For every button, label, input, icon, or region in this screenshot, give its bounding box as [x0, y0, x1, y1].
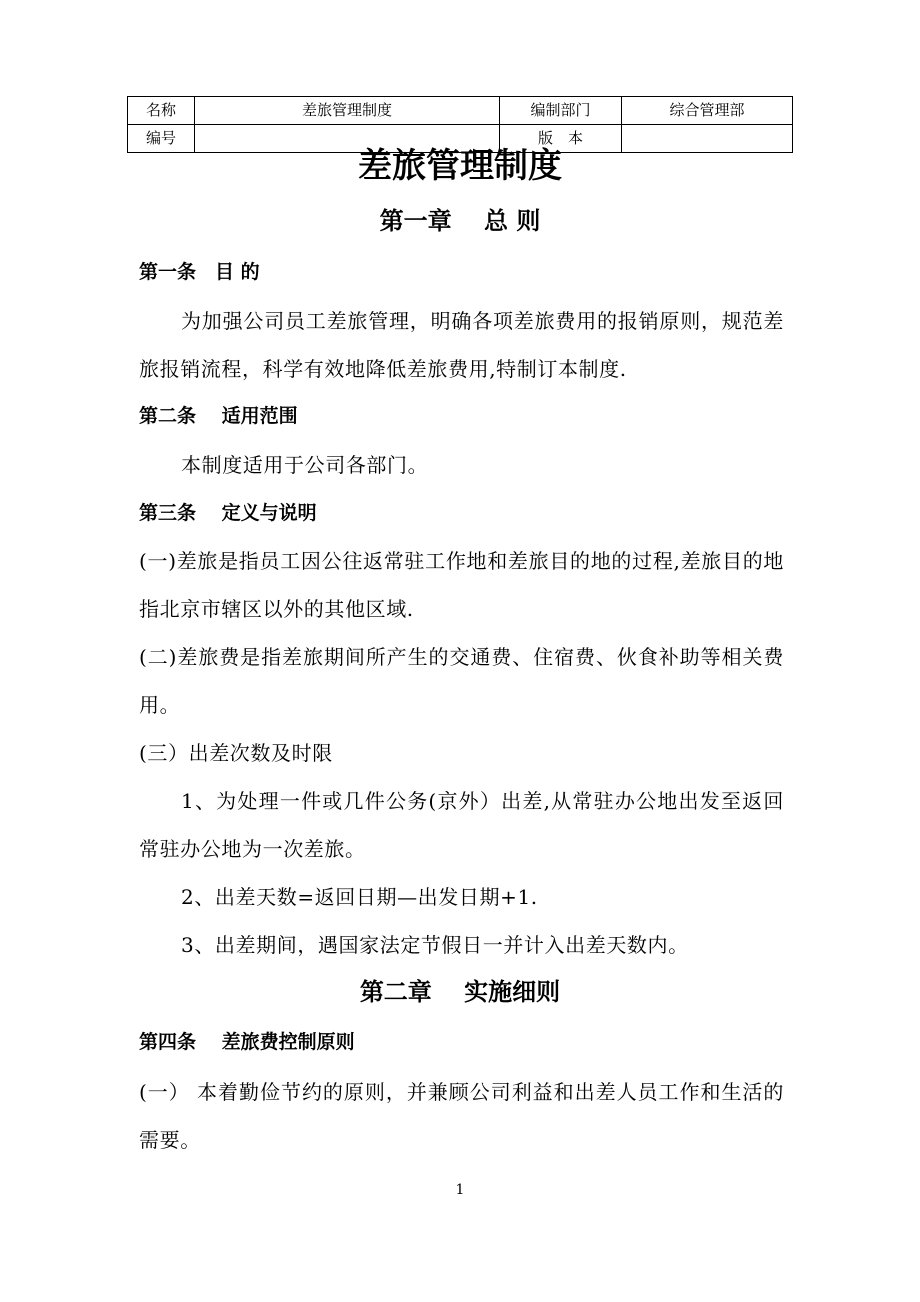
document-title: 差旅管理制度 [358, 146, 562, 186]
article-heading: 第一条 目 的 [139, 261, 260, 283]
article-paragraph: (三）出差次数及时限 [139, 741, 333, 765]
article-paragraph: (一)差旅是指员工因公往返常驻工作地和差旅目的地的过程,差旅目的地指北京市辖区以外的其他区域. [139, 549, 784, 621]
article-paragraph: 2、出差天数=返回日期—出发日期+1. [181, 885, 538, 909]
article-heading: 第四条 差旅费控制原则 [139, 1031, 355, 1053]
page-number: 1 [455, 1182, 465, 1198]
article-paragraph: 为加强公司员工差旅管理，明确各项差旅费用的报销原则，规范差旅报销流程，科学有效地降低差旅费用,特制订本制度. [139, 309, 784, 381]
article-heading: 第二条 适用范围 [139, 405, 298, 427]
article-paragraph: 本制度适用于公司各部门。 [181, 453, 429, 477]
chapter-heading: 第二章 实施细则 [359, 977, 561, 1006]
article-heading: 第三条 定义与说明 [139, 502, 317, 524]
name-label: 名称 [128, 97, 195, 125]
department-value: 综合管理部 [622, 97, 793, 125]
department-label: 编制部门 [500, 97, 622, 125]
chapter-heading: 第一章 总 则 [379, 206, 541, 235]
version-label: 版 本 [500, 125, 622, 153]
article-paragraph: (一） 本着勤俭节约的原则，并兼顾公司利益和出差人员工作和生活的需要。 [139, 1080, 784, 1152]
article-paragraph: 3、出差期间，遇国家法定节假日一并计入出差天数内。 [181, 933, 689, 957]
number-label: 编号 [128, 125, 195, 153]
table-row [128, 97, 793, 125]
article-paragraph: 1、为处理一件或几件公务(京外）出差,从常驻办公地出发至返回常驻办公地为一次差旅。 [139, 789, 784, 861]
name-value: 差旅管理制度 [195, 97, 500, 125]
article-paragraph: (二)差旅费是指差旅期间所产生的交通费、住宿费、伙食补助等相关费用。 [139, 645, 784, 717]
